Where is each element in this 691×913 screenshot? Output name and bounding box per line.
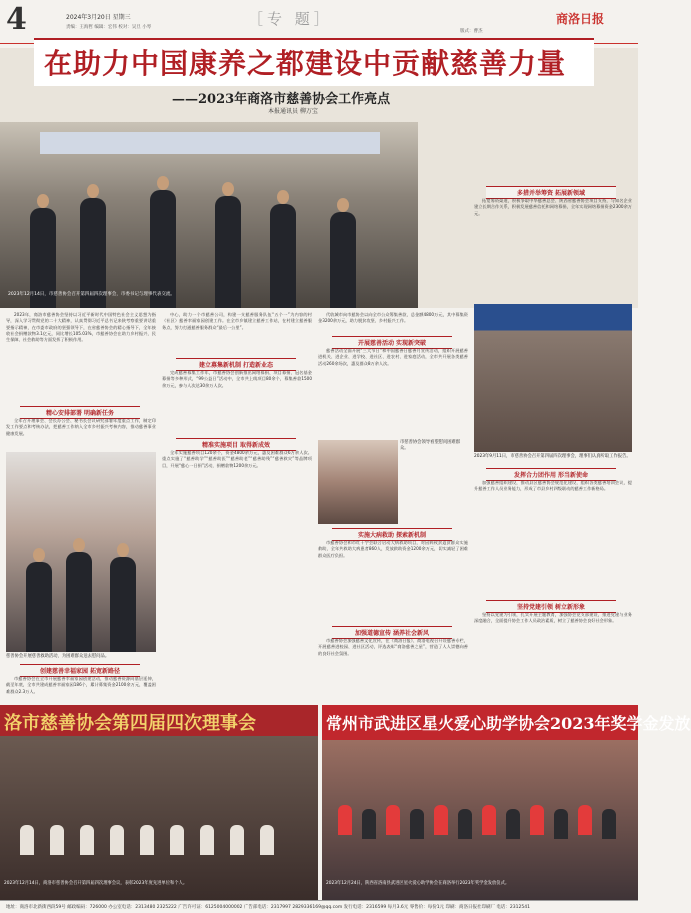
text-block (474, 198, 632, 298)
page-footer: 地址：商洛市北新街西段59号 邮政编码：726000 办公室电话：2313480 2325222 广告许可证：6125004000002 广告部电话：2317997 2829336169@qq.com 发行电话：2316599 每月3.6元 零售价：每份1元 印刷：商洛日报社印刷厂 电话：2312541 (0, 900, 638, 913)
text-block (6, 418, 156, 448)
person-figure (270, 204, 296, 308)
person-figure (20, 825, 34, 855)
section-heading-1: 精心安排部署 明确新任务 (20, 406, 140, 419)
section-heading-3: 建立募集新机制 打造新业态 (176, 358, 296, 371)
paragraph: 完成慈善募集工作年，市慈善协会创新推出网络募捐、项目募捐、冠名基金募捐等多种形式，“99公益日”活动中，全市共上线项目80余个，募集善款1500余万元，参与人次达30余万人次。 (162, 370, 312, 388)
person-figure (26, 562, 52, 652)
paragraph: 市慈善协会和市红十字会联合启动大病救助项目，对因病致贫返贫群众实施救助，全年共救助大病患者860人，发放救助资金1200余万元，切实减轻了困难群众医疗负担。 (318, 540, 468, 558)
person-figure (170, 825, 184, 855)
person-figure (386, 805, 400, 835)
person-figure (110, 825, 124, 855)
page-number: 4 (6, 2, 27, 37)
photo-caption: 慈善协会开展慈善救助活动，为困难群众送去慰问品。 (6, 654, 110, 659)
issue-date: 2024年3月20日 星期三 (66, 14, 131, 21)
person-figure (554, 809, 568, 839)
photo-caption: 2023年12月24日，陕西省洛南县武进区星火爱心助学协会在商洛举行2023年奖学金发放仪式。 (326, 881, 510, 886)
text-block (162, 312, 312, 356)
text-block (474, 612, 632, 702)
person-figure (602, 809, 616, 839)
paragraph: 市慈善协会在全市开展慈善幸福家园创建活动，推动慈善资源向基层延伸，截至年底，全市共建成慈善幸福家园186个，累计募集资金2100余万元，覆盖困难群众2.3万人。 (6, 676, 156, 694)
headline: 在助力中国康养之都建设中贡献慈善力量 (44, 47, 567, 80)
paragraph: 全年召开理事会、会长办公会、秘书长会议研究部署年度重点工作，制定印发工作要点和考核办法，把慈善工作纳入全市乡村振兴考核内容，推动慈善事业健康发展。 (6, 418, 156, 436)
photo-council-banner (0, 705, 318, 900)
person-figure (530, 805, 544, 835)
person-figure (66, 552, 92, 652)
person-figure (458, 809, 472, 839)
banner-text: 洛市慈善协会第四届四次理事会 (4, 713, 256, 734)
text-block (6, 676, 156, 703)
person-figure (482, 805, 496, 835)
photo-caption: 市慈善协会领导看望慰问困难群众。 (400, 440, 461, 451)
photo-volunteers (6, 452, 156, 652)
person-figure (80, 825, 94, 855)
paragraph: 坚持以党建为引领，扎实开展主题教育，加强协会党支部建设，推进党建与业务深度融合，全面提升协会工作人员政治素质，树立了慈善协会良好社会形象。 (474, 612, 632, 624)
photo-council-meeting (474, 304, 632, 452)
photo-caption: 2023年12月14日，商洛市慈善协会召开第四届四次理事会议，表彰2023年度先进单位和个人。 (4, 881, 188, 886)
text-block (318, 540, 468, 620)
paragraph: 2023年，商洛市慈善协会坚持以习近平新时代中国特色社会主义思想为指导，深入学习贯彻党的二十大精神，认真贯彻习近平总书记来陕考察重要讲话重要指示精神，在市委市政府的坚强领导下，在省慈善协会的精心指导下，全年接收社会捐赠款物3.1亿元，同比增长105.03%，市慈善协会在助力乡村振兴、民生保障、社会救助等方面发挥了积极作用。 (6, 312, 156, 343)
banner-text: 常州市武进区星火爱心助学协会2023年奖学金发放 (326, 714, 691, 733)
person-figure (506, 809, 520, 839)
paragraph: 加强慈善组织建设，推动县区慈善协会规范化建设，组织各类慈善培训会议，提升慈善工作人员业务能力，形成了市县乡村四级联动的慈善工作新格局。 (474, 480, 632, 492)
paragraph: 全年实施慈善项目120余个，资金4800余万元，惠及困难群众6万余人次。重点实施了“慈善助学”“慈善助医”“慈善助老”“慈善助残”“慈善救灾”等品牌项目，开展“慈心一日捐”活动，捐赠款物1200余万元。 (162, 450, 312, 468)
person-figure (140, 825, 154, 855)
section-label: ［专 题］ (248, 10, 333, 28)
section-heading-2: 开展慈善活动 实现新突破 (332, 336, 452, 349)
photo-scholarship-banner (322, 705, 691, 900)
person-figure (50, 825, 64, 855)
intro-text (6, 312, 156, 404)
paragraph: 市慈善协会加强慈善文化宣传，在《商洛日报》、商洛电视台开设慈善专栏，开展慈善进校园、进社区活动，评选表彰“商洛慈善之星”，营造了人人崇德向善的良好社会氛围。 (318, 638, 468, 656)
section-heading-4: 精准实施项目 取得新成效 (176, 438, 296, 451)
text-block (162, 370, 312, 436)
newspaper-logo: 商洛日报 (556, 12, 605, 26)
paragraph: 中心，助力一个市慈善公司，构建一支慈善服务队伍“五个一”为内容的村（社区）慈善幸福家园创建工作。在全市乡镇建立慈善工作站，在村建立慈善服务点，努力打通慈善服务群众“最后一公里”。 (162, 312, 312, 330)
person-figure (110, 557, 136, 652)
lead-photo (0, 122, 418, 308)
person-figure (150, 190, 176, 308)
person-figure (330, 212, 356, 308)
design-credit: 版式：曹杰 (460, 29, 483, 34)
person-figure (215, 196, 241, 308)
lead-photo-caption: 2023年12月14日，市慈善协会召开第四届四次理事会，市委书记与理事代表交流。 (8, 292, 175, 297)
section-heading-10: 坚持党建引领 树立新形象 (486, 600, 616, 613)
section-heading-8: 多措并举筹资 拓展新领域 (486, 186, 616, 199)
subheadline: ——2023年商洛市慈善协会工作亮点 (172, 92, 391, 107)
person-figure (230, 825, 244, 855)
paragraph: 拓宽筹资渠道，积极争取中华慈善总会、陕西省慈善协会项目支持，与知名企业建立长期合作关系，积极发展慈善信托和网络募捐，全年实现网络募捐资金2300余万元。 (474, 198, 632, 216)
text-block (318, 312, 468, 334)
section-heading-5: 创建慈善幸福家园 拓宽新路径 (20, 664, 140, 677)
person-figure (338, 805, 352, 835)
photo-caption: 2023年9月11日，市慈善协会召开第四届四次理事会，理事们认真听取工作报告。 (474, 454, 631, 459)
person-figure (260, 825, 274, 855)
person-figure (578, 805, 592, 835)
text-block (318, 638, 468, 702)
person-figure (434, 805, 448, 835)
paragraph: 慈善活动全面开展“三大节日”和中国慈善日慈善月宣传活动，组织开展慈善进机关、进企业、进学校、进社区、进农村、进家庭活动，全市共开展各类慈善活动260余场次，惠及群众8万余人次。 (318, 348, 468, 366)
person-figure (410, 809, 424, 839)
person-figure (200, 825, 214, 855)
byline: 本报通讯员 柳万宝 (268, 108, 318, 115)
person-figure (362, 809, 376, 839)
editor-credits: 责编：王海哲 编辑：宏伟 校对：吴旦 小琴 (66, 25, 152, 30)
text-block (318, 348, 468, 438)
section-heading-7: 加强道德宣传 涵养社会新风 (332, 626, 452, 639)
photo-visit (318, 440, 398, 524)
photo-backdrop-banner (40, 132, 380, 154)
text-block (474, 480, 632, 596)
text-block (162, 450, 312, 700)
section-heading-9: 发挥合力团作用 形当新使命 (486, 468, 616, 481)
paragraph: 代收城市向市慈协会以向全市公众筹集善款，总金额4800万元，其中募集资金3200余万元，助力脱贫攻坚、乡村振兴工作。 (318, 312, 468, 324)
section-heading-6: 实施大病救助 探索新机制 (332, 528, 452, 541)
